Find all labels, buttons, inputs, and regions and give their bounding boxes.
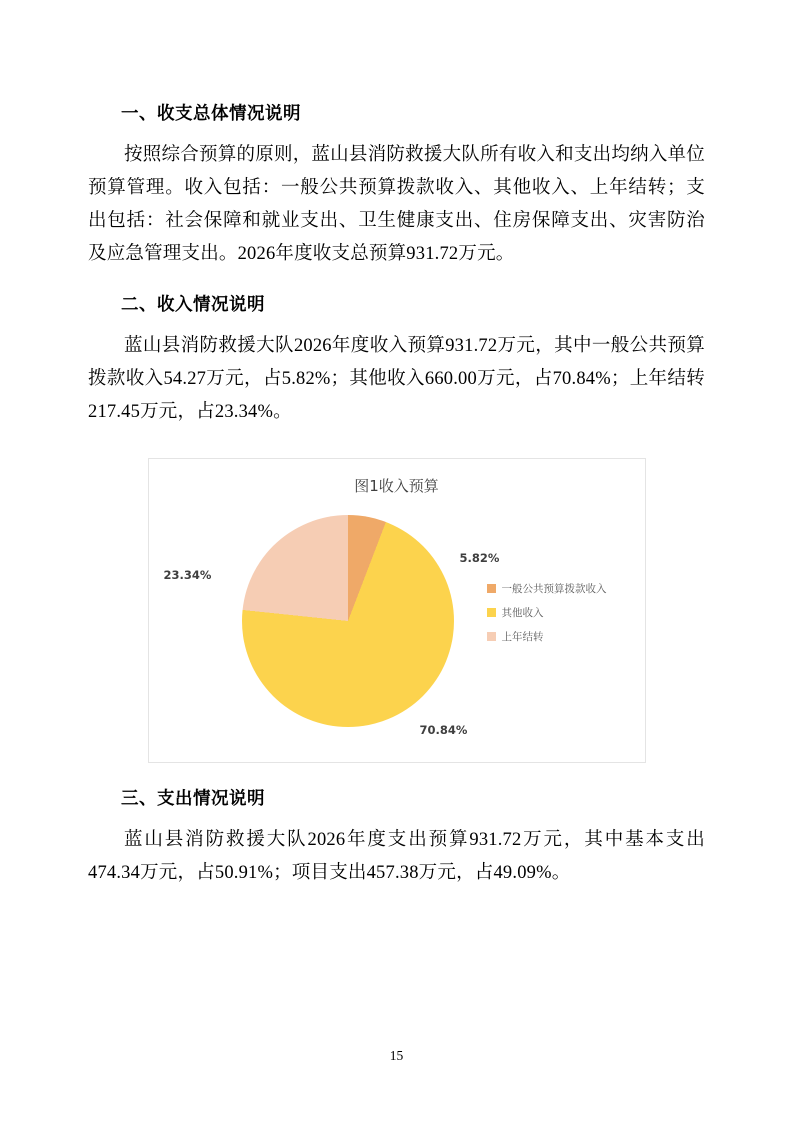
legend-label: 其他收入 [501, 607, 544, 620]
section-paragraph-3: 蓝山县消防救援大队2026年度支出预算931.72万元，其中基本支出474.34万元，占50.91%；项目支出457.38万元，占49.09%。 [88, 830, 705, 884]
pie-label-other-income: 70.84% [419, 723, 468, 738]
section-heading-2: 二、收入情况说明 [121, 294, 265, 315]
chart-legend [487, 581, 607, 653]
section-heading-1: 一、收支总体情况说明 [121, 104, 301, 124]
legend-label: 一般公共预算拨款收入 [501, 583, 607, 596]
pie-label-general-public-budget: 5.82% [459, 551, 500, 566]
legend-item-general-public-budget [487, 581, 607, 596]
section-heading-3: 三、支出情况说明 [121, 789, 265, 810]
pie-label-prior-year-carryover: 23.34% [163, 568, 212, 583]
section-paragraph-1: 按照综合预算的原则，蓝山县消防救援大队所有收入和支出均纳入单位预算管理。收入包括：一般公共预算拨款收入、其他收入、上年结转；支出包括：社会保障和就业支出、卫生健康支出、住房保障支出、灾害防治及应急管理支出。2026年度收支总预算931.72万元。 [88, 145, 705, 264]
legend-item-other-income [487, 605, 607, 620]
legend-swatch-icon [487, 584, 496, 593]
pie-wrap [163, 515, 500, 738]
section-paragraph-2: 蓝山县消防救援大队2026年度收入预算931.72万元，其中一般公共预算拨款收入54.27万元，占5.82%；其他收入660.00万元，占70.84%；上年结转217.45万元，占23.34%。 [88, 335, 705, 422]
legend-label: 上年结转 [501, 631, 544, 644]
legend-swatch-icon [487, 632, 496, 641]
chart-title: 图1收入预算 [354, 477, 439, 496]
income-budget-pie-chart [148, 458, 646, 763]
chart-block [88, 458, 705, 763]
page-number: 15 [389, 1048, 404, 1063]
pie-slices [242, 515, 454, 727]
legend-swatch-icon [487, 608, 496, 617]
legend-item-prior-year-carryover [487, 629, 607, 644]
